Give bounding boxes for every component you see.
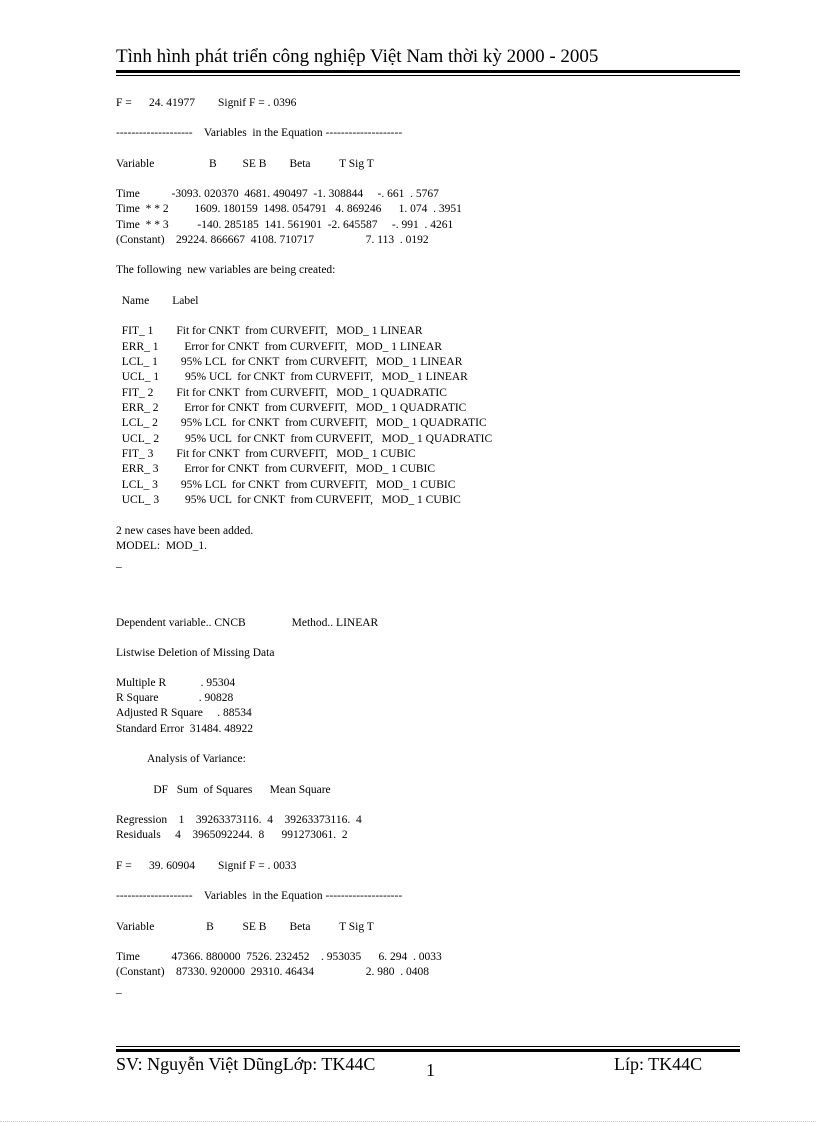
- page-number: 1: [426, 1060, 435, 1080]
- output-line: Variable B SE B Beta T Sig T: [116, 921, 374, 933]
- output-line: MODEL: MOD_1.: [116, 540, 208, 552]
- header-rule-thick: [116, 70, 740, 73]
- output-line: Dependent variable.. CNCB Method.. LINEAR: [116, 617, 379, 629]
- footer-student: SV: Nguyễn Việt DũngLớp: TK44C: [116, 1054, 376, 1074]
- output-line: (Constant) 29224. 866667 4108. 710717 7. 113 . 0192: [116, 234, 429, 246]
- output-line: ERR_ 2 Error for CNKT from CURVEFIT, MOD_ 1 QUADRATIC: [116, 402, 467, 414]
- output-line: _: [116, 557, 122, 569]
- output-line: FIT_ 2 Fit for CNKT from CURVEFIT, MOD_ 1 QUADRATIC: [116, 387, 447, 399]
- output-line: FIT_ 3 Fit for CNKT from CURVEFIT, MOD_ 1 CUBIC: [116, 448, 416, 460]
- output-line: _: [116, 983, 122, 995]
- output-line: (Constant) 87330. 920000 29310. 46434 2. 980 . 0408: [116, 966, 430, 978]
- footer-rule-thin: [116, 1046, 740, 1047]
- output-line: LCL_ 3 95% LCL for CNKT from CURVEFIT, MOD_ 1 CUBIC: [116, 479, 456, 491]
- output-line: LCL_ 2 95% LCL for CNKT from CURVEFIT, MOD_ 1 QUADRATIC: [116, 417, 487, 429]
- footer-class: Líp: TK44C: [614, 1054, 703, 1074]
- output-line: UCL_ 2 95% UCL for CNKT from CURVEFIT, MOD_ 1 QUADRATIC: [116, 433, 493, 445]
- output-line: Time 47366. 880000 7526. 232452 . 953035 6. 294 . 0033: [116, 951, 442, 963]
- output-line: -------------------- Variables in the Equation --------------------: [116, 890, 403, 902]
- output-line: -------------------- Variables in the Equation --------------------: [116, 127, 403, 139]
- output-line: Time -3093. 020370 4681. 490497 -1. 308844 -. 661 . 5767: [116, 188, 439, 200]
- output-line: Time * * 3 -140. 285185 141. 561901 -2. 645587 -. 991 . 4261: [116, 219, 454, 231]
- output-line: Standard Error 31484. 48922: [116, 723, 254, 735]
- footer-rule-thick: [116, 1049, 740, 1052]
- output-line: F = 39. 60904 Signif F = . 0033: [116, 860, 297, 872]
- output-line: Adjusted R Square . 88534: [116, 707, 252, 719]
- output-line: Listwise Deletion of Missing Data: [116, 647, 275, 659]
- output-line: Name Label: [116, 295, 199, 307]
- output-line: ERR_ 3 Error for CNKT from CURVEFIT, MOD_ 1 CUBIC: [116, 463, 436, 475]
- header-rule-thin: [116, 75, 740, 76]
- output-line: FIT_ 1 Fit for CNKT from CURVEFIT, MOD_ 1 LINEAR: [116, 325, 423, 337]
- output-line: Variable B SE B Beta T Sig T: [116, 158, 374, 170]
- output-line: LCL_ 1 95% LCL for CNKT from CURVEFIT, MOD_ 1 LINEAR: [116, 356, 463, 368]
- output-line: Regression 1 39263373116. 4 39263373116. 4: [116, 814, 362, 826]
- output-line: ERR_ 1 Error for CNKT from CURVEFIT, MOD_ 1 LINEAR: [116, 341, 443, 353]
- output-line: UCL_ 3 95% UCL for CNKT from CURVEFIT, MOD_ 1 CUBIC: [116, 494, 461, 506]
- output-line: Residuals 4 3965092244. 8 991273061. 2: [116, 829, 348, 841]
- output-line: F = 24. 41977 Signif F = . 0396: [116, 97, 297, 109]
- output-line: Time * * 2 1609. 180159 1498. 054791 4. 869246 1. 074 . 3951: [116, 203, 462, 215]
- output-line: The following new variables are being created:: [116, 264, 336, 276]
- output-line: DF Sum of Squares Mean Square: [116, 784, 331, 796]
- output-line: Multiple R . 95304: [116, 677, 236, 689]
- output-line: 2 new cases have been added.: [116, 525, 254, 537]
- page-header-title: Tình hình phát triển công nghiệp Việt Nam thời kỳ 2000 - 2005: [116, 46, 599, 67]
- page-edge-divider: [0, 1121, 816, 1122]
- output-line: UCL_ 1 95% UCL for CNKT from CURVEFIT, MOD_ 1 LINEAR: [116, 371, 468, 383]
- output-line: R Square . 90828: [116, 692, 234, 704]
- output-line: Analysis of Variance:: [116, 753, 246, 765]
